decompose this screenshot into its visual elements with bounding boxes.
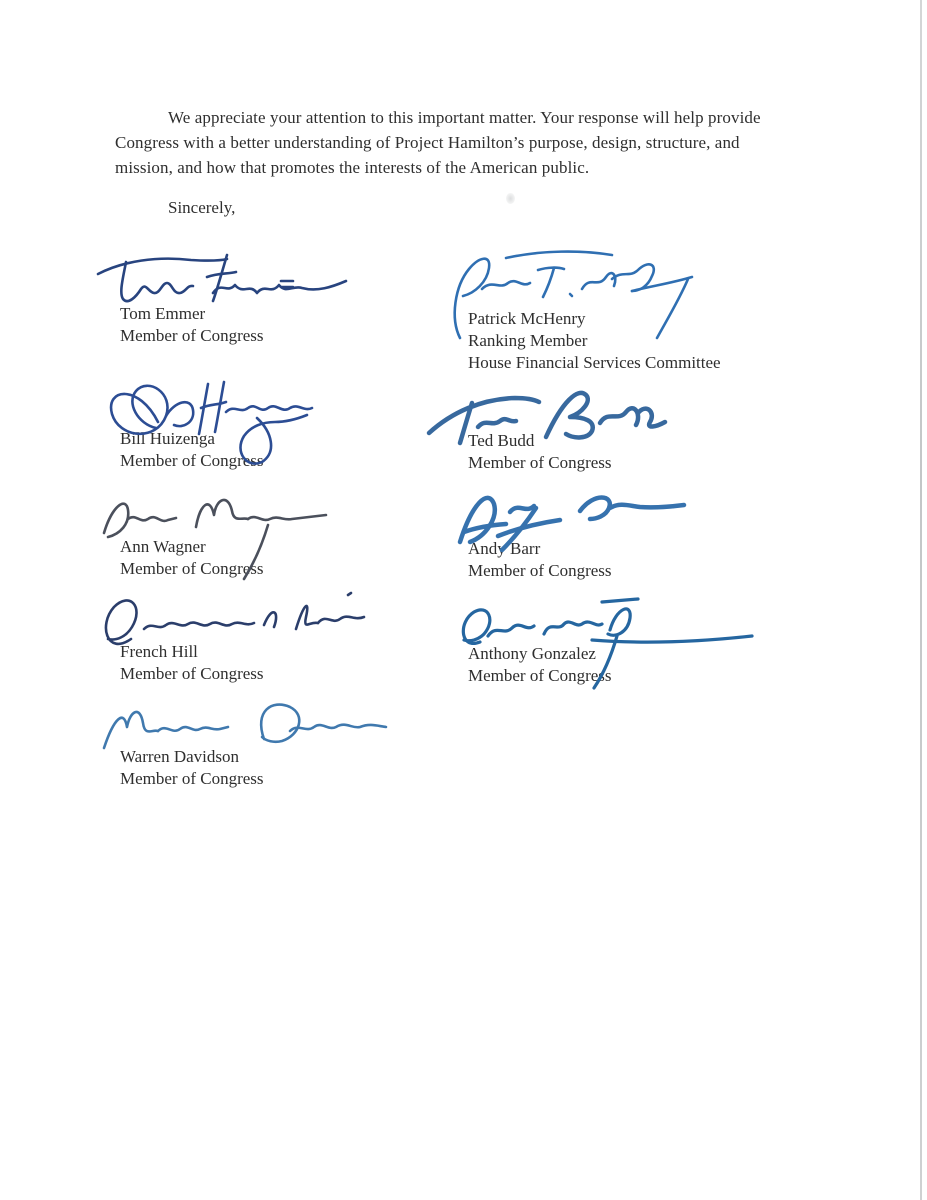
- scan-smudge: [506, 193, 515, 204]
- signer-subtitle: House Financial Services Committee: [468, 353, 721, 372]
- signature-tom-emmer: [95, 252, 350, 307]
- paragraph-line: We appreciate your attention to this important matter. Your response will help provide: [168, 108, 761, 127]
- signer-name: Andy Barr: [468, 539, 541, 558]
- signer-name: Ted Budd: [468, 431, 535, 450]
- signer-title: Member of Congress: [468, 453, 612, 472]
- valediction: Sincerely,: [168, 198, 236, 217]
- signer-title: Ranking Member: [468, 331, 588, 350]
- closing-paragraph: [115, 105, 805, 180]
- signer-name: Warren Davidson: [120, 747, 240, 766]
- signer-title: Member of Congress: [120, 769, 264, 788]
- signer-name: Tom Emmer: [120, 304, 206, 323]
- paragraph-line: mission, and how that promotes the interests of the American public.: [115, 158, 590, 177]
- signer-title: Member of Congress: [468, 561, 612, 580]
- signer-title: Member of Congress: [120, 664, 264, 683]
- signer-name: Ann Wagner: [120, 537, 206, 556]
- signer-title: Member of Congress: [120, 451, 264, 470]
- signer-name: Bill Huizenga: [120, 429, 215, 448]
- signer-name: Anthony Gonzalez: [468, 644, 596, 663]
- page-edge-line: [920, 0, 922, 1200]
- signer-title: Member of Congress: [120, 326, 264, 345]
- signature-ted-budd: [426, 384, 668, 450]
- signer-title: Member of Congress: [468, 666, 612, 685]
- paragraph-line: Congress with a better understanding of Project Hamilton’s purpose, design, structure, and: [115, 133, 740, 152]
- signer-title: Member of Congress: [120, 559, 264, 578]
- signer-name: Patrick McHenry: [468, 309, 586, 328]
- signer-name: French Hill: [120, 642, 198, 661]
